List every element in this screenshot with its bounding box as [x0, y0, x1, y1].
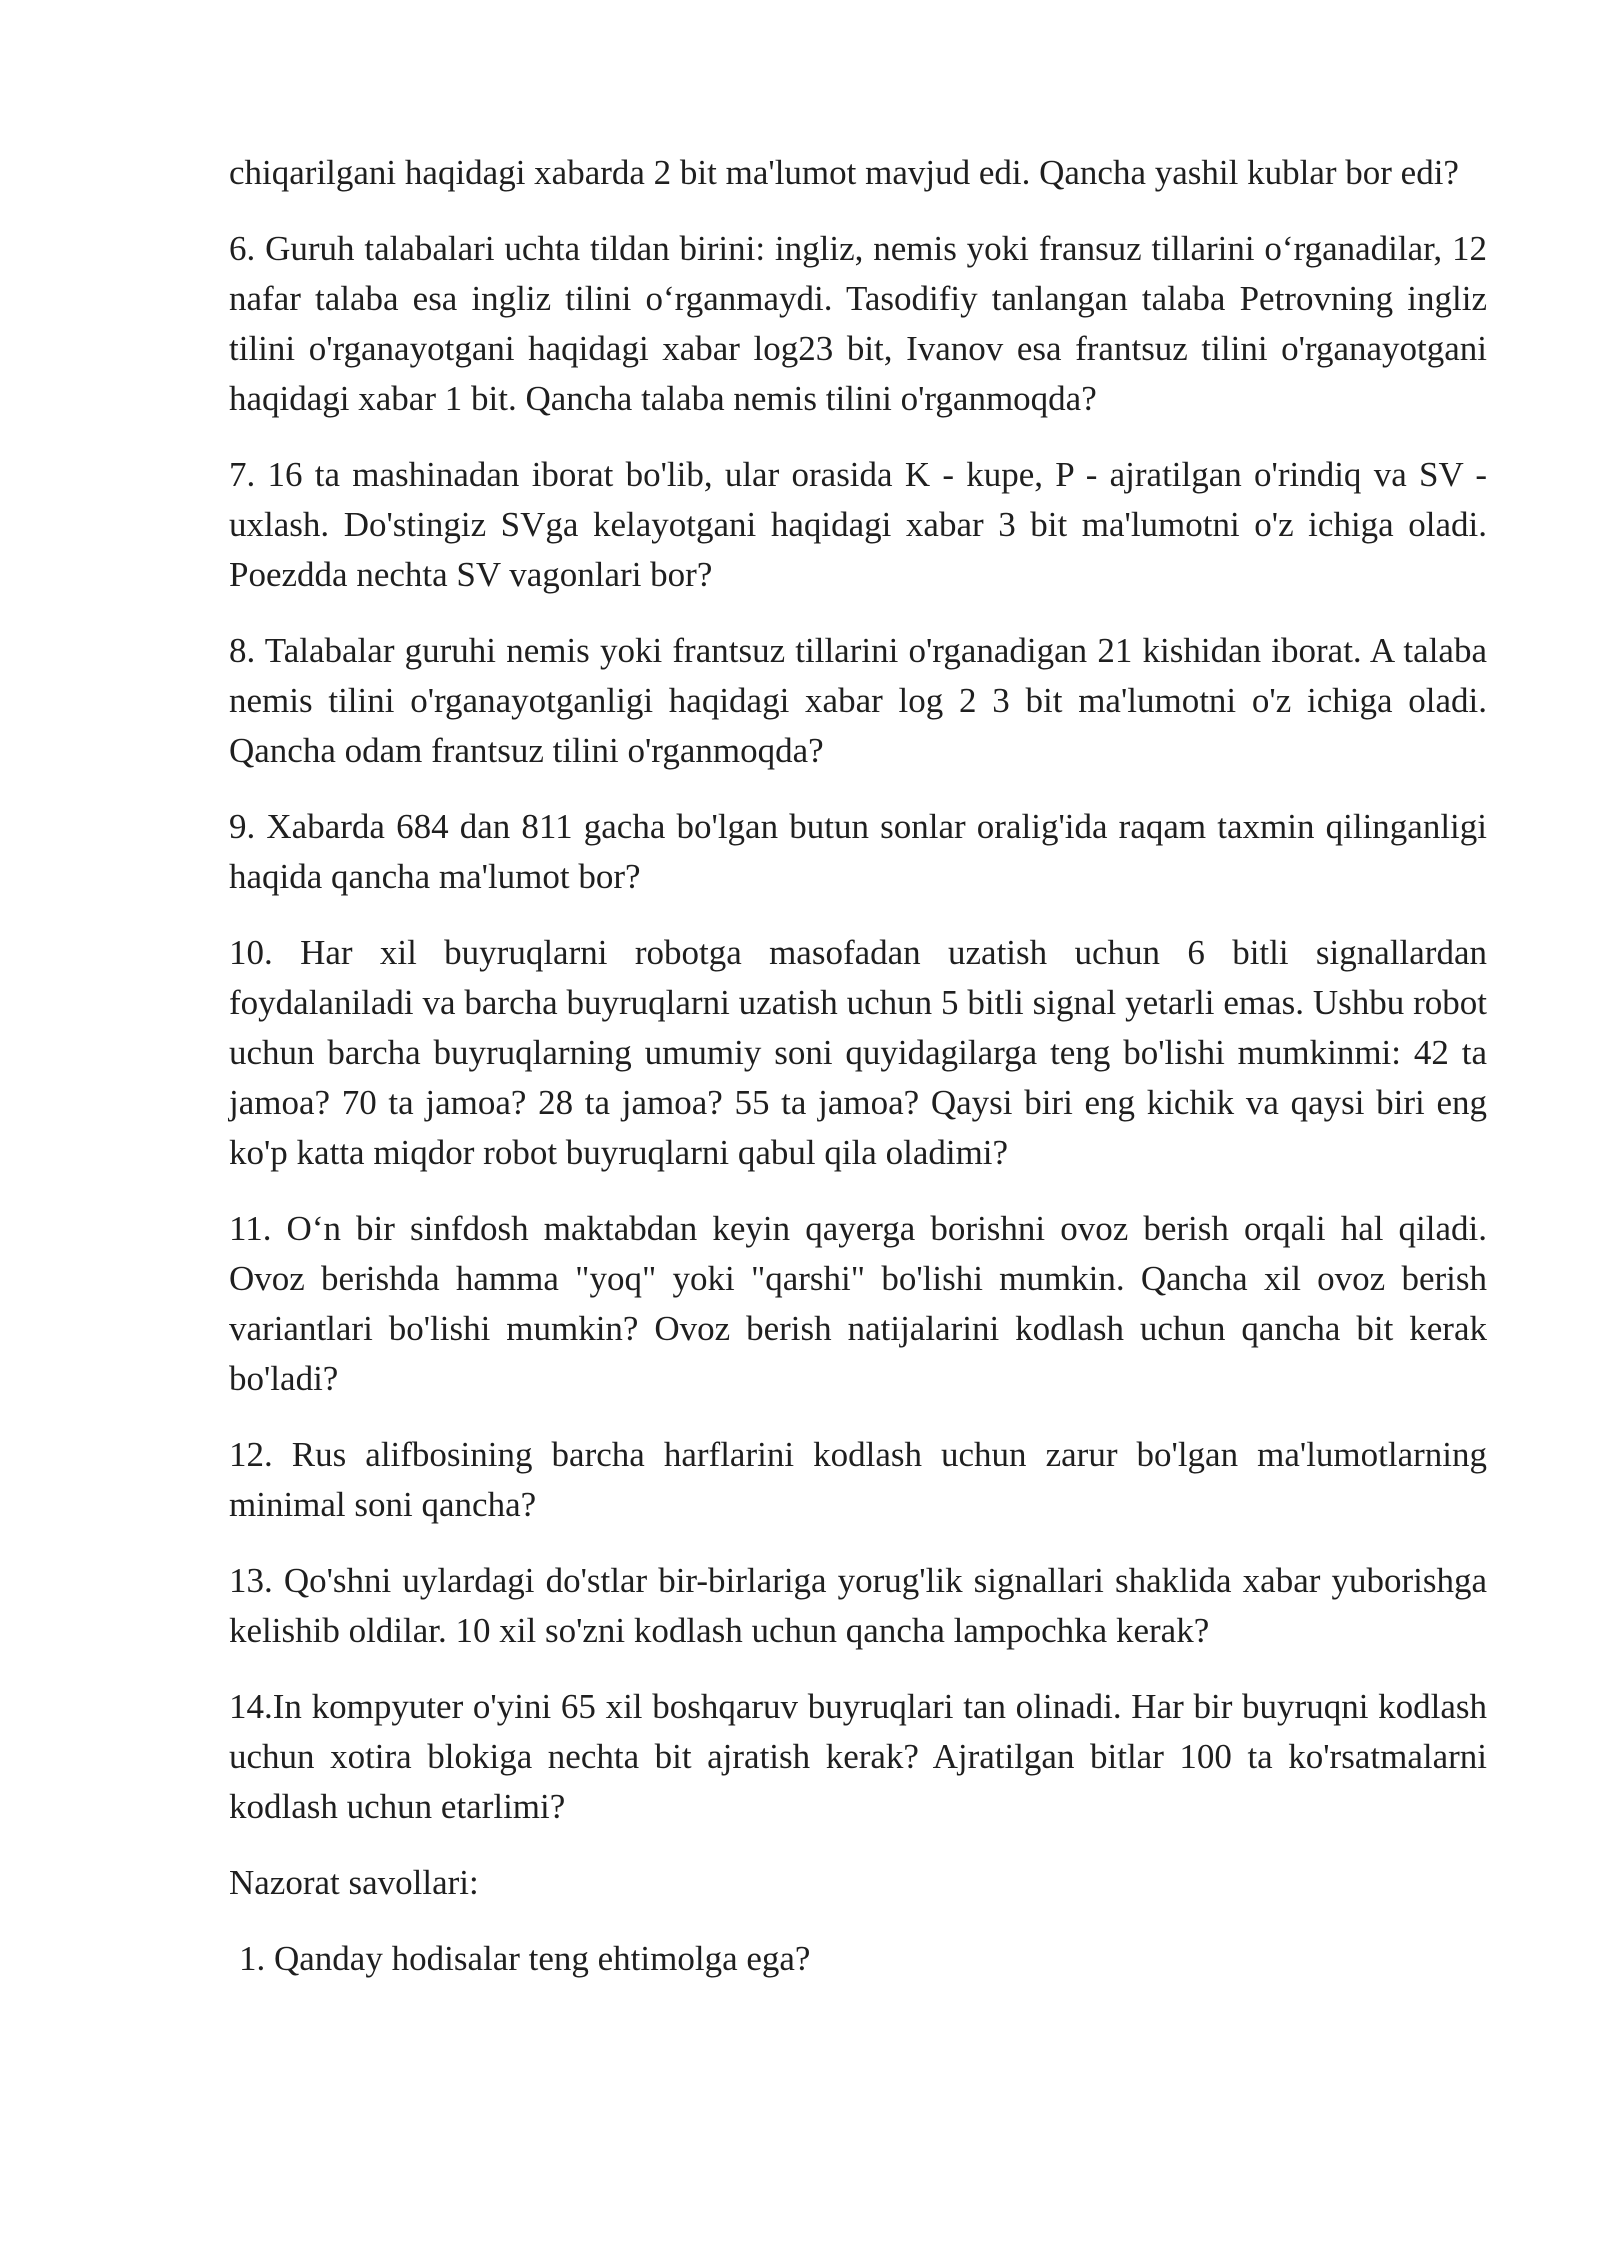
paragraph-continuation: chiqarilgani haqidagi xabarda 2 bit ma'lumot mavjud edi. Qancha yashil kublar bor edi? [229, 153, 1459, 192]
problem-14: 14.In kompyuter o'yini 65 xil boshqaruv buyruqlari tan olinadi. Har bir buyruqni kodlash uchun xotira blokiga nechta bit ajratish kerak? Ajratilgan bitlar 100 ta ko'rsatmalarni kodlash uchun etarlimi? [229, 1687, 1487, 1826]
problem-7: 7. 16 ta mashinadan iborat bo'lib, ular orasida K - kupe, P - ajratilgan o'rindiq va SV - uxlash. Do'stingiz SVga kelayotgani haqidagi xabar 3 bit ma'lumotni o'z ichiga oladi. Poezdda nechta SV vagonlari bor? [229, 455, 1487, 594]
problem-10: 10. Har xil buyruqlarni robotga masofadan uzatish uchun 6 bitli signallardan foydalaniladi va barcha buyruqlarni uzatish uchun 5 bitli signal yetarli emas. Ushbu robot uchun barcha buyruqlarning umumiy soni quyidagilarga teng bo'lishi mumkinmi: 42 ta jamoa? 70 ta jamoa? 28 ta jamoa? 55 ta jamoa? Qaysi biri eng kichik va qaysi biri eng ko'p katta miqdor robot buyruqlarni qabul qila oladimi? [229, 933, 1487, 1172]
problem-8: 8. Talabalar guruhi nemis yoki frantsuz tillarini o'rganadigan 21 kishidan iborat. A talaba nemis tilini o'rganayotganligi haqidagi xabar log 2 3 bit ma'lumotni o'z ichiga oladi. Qancha odam frantsuz tilini o'rganmoqda? [229, 631, 1487, 770]
document-page [229, 148, 1487, 1984]
control-question-1: 1. Qanday hodisalar teng ehtimolga ega? [239, 1939, 811, 1978]
problem-9: 9. Xabarda 684 dan 811 gacha bo'lgan butun sonlar oralig'ida raqam taxmin qilinganligi haqida qancha ma'lumot bor? [229, 807, 1487, 896]
problem-13: 13. Qo'shni uylardagi do'stlar bir-birlariga yorug'lik signallari shaklida xabar yuborishga kelishib oldilar. 10 xil so'zni kodlash uchun qancha lampochka kerak? [229, 1561, 1487, 1650]
problem-6: 6. Guruh talabalari uchta tildan birini: ingliz, nemis yoki fransuz tillarini o‘rganadilar, 12 nafar talaba esa ingliz tilini o‘rganmaydi. Tasodifiy tanlangan talaba Petrovning ingliz tilini o'rganayotgani haqidagi xabar log23 bit, Ivanov esa frantsuz tilini o'rganayotgani haqidagi xabar 1 bit. Qancha talaba nemis tilini o'rganmoqda? [229, 229, 1487, 418]
section-heading: Nazorat savollari: [229, 1863, 479, 1902]
problem-12: 12. Rus alifbosining barcha harflarini kodlash uchun zarur bo'lgan ma'lumotlarning minimal soni qancha? [229, 1435, 1487, 1524]
problem-11: 11. O‘n bir sinfdosh maktabdan keyin qayerga borishni ovoz berish orqali hal qiladi. Ovoz berishda hamma "yoq" yoki "qarshi" bo'lishi mumkin. Qancha xil ovoz berish variantlari bo'lishi mumkin? Ovoz berish natijalarini kodlash uchun qancha bit kerak bo'ladi? [229, 1209, 1487, 1398]
